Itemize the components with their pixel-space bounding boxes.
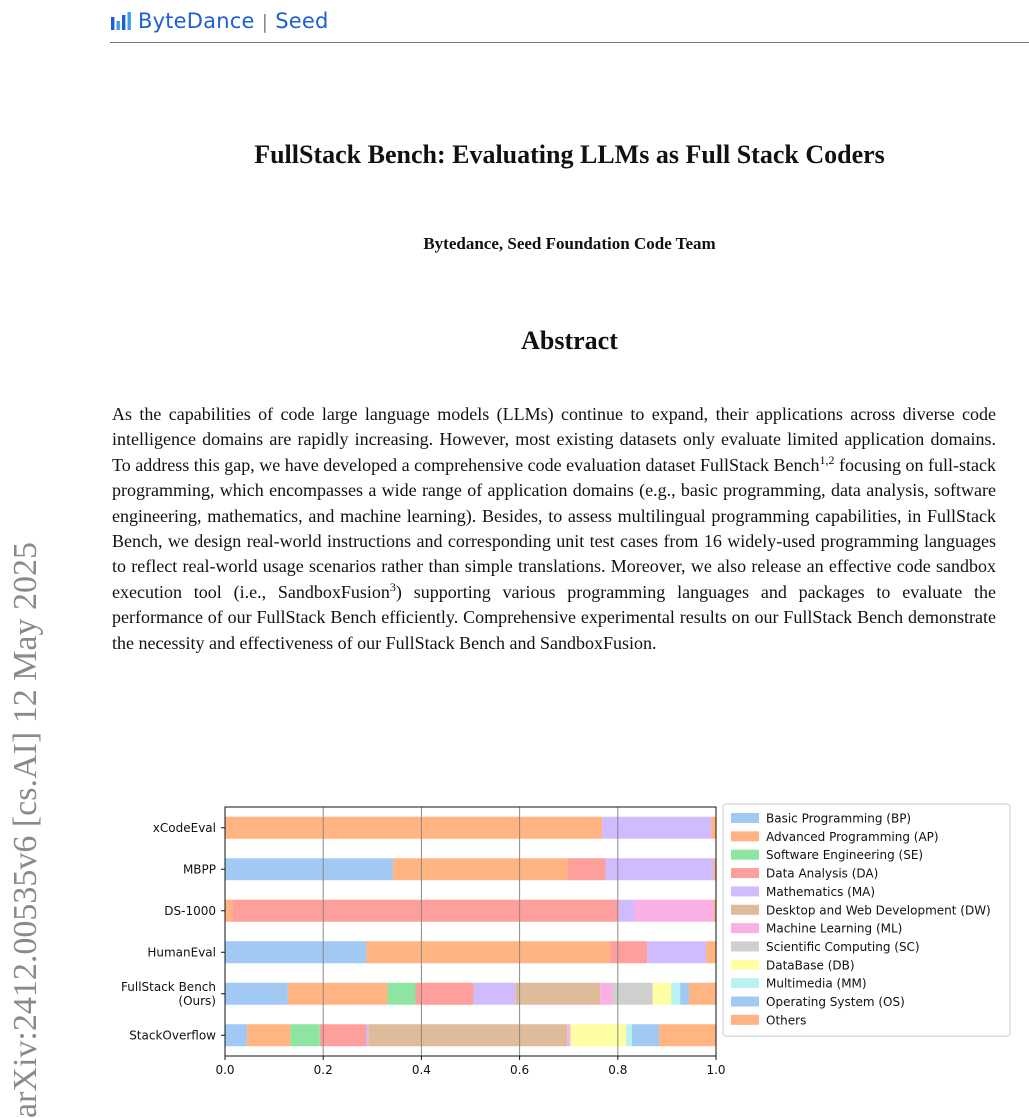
bar-segment xyxy=(416,983,474,1005)
bar-segment xyxy=(680,983,689,1005)
bar-segment xyxy=(706,941,716,963)
x-tick-label: 0.8 xyxy=(608,1063,628,1077)
bar-segment xyxy=(473,983,515,1005)
paper-authors: Bytedance, Seed Foundation Code Team xyxy=(423,234,716,253)
domain-distribution-figure xyxy=(100,800,1029,1102)
bar-segment xyxy=(366,941,610,963)
bar-segment xyxy=(606,858,714,880)
abstract-heading: Abstract xyxy=(521,326,618,355)
brand-primary: ByteDance xyxy=(138,9,255,33)
legend-swatch xyxy=(731,923,759,933)
bar-segment xyxy=(567,858,605,880)
bar-segment xyxy=(610,941,647,963)
legend-label: Advanced Programming (AP) xyxy=(766,829,939,844)
bar-segment xyxy=(225,817,602,839)
legend-label: Desktop and Web Development (DW) xyxy=(766,903,991,918)
x-tick-label: 0.4 xyxy=(411,1063,431,1077)
abstract-body xyxy=(112,402,996,656)
bytedance-logo-icon xyxy=(110,11,132,31)
y-tick-label: DS-1000 xyxy=(164,903,216,918)
y-tick-label: xCodeEval xyxy=(152,820,216,835)
legend-swatch xyxy=(731,905,759,915)
paper-title: FullStack Bench: Evaluating LLMs as Full Stack Coders xyxy=(254,140,885,169)
bar-segment xyxy=(659,1024,716,1046)
bar-segment xyxy=(570,1024,571,1046)
bar-segment xyxy=(320,1024,367,1046)
legend-swatch xyxy=(731,813,759,823)
bar-segment xyxy=(247,1024,290,1046)
legend-label: Scientific Computing (SC) xyxy=(766,939,920,954)
legend-label: Data Analysis (DA) xyxy=(766,866,879,881)
x-tick-label: 0.2 xyxy=(313,1063,333,1077)
bar-segment xyxy=(626,1024,632,1046)
bar-segment xyxy=(225,1024,247,1046)
y-tick-label: FullStack Bench xyxy=(121,979,216,994)
brand-separator: | xyxy=(261,11,269,33)
legend-swatch xyxy=(731,1015,759,1025)
footnote-ref-1[interactable]: 1,2 xyxy=(819,452,835,467)
bar-segment xyxy=(225,941,366,963)
legend-swatch xyxy=(731,831,759,841)
brand-header xyxy=(110,7,329,35)
bar-segment xyxy=(225,858,393,880)
y-tick-label: HumanEval xyxy=(147,945,216,960)
legend-label: Operating System (OS) xyxy=(766,995,905,1009)
abstract-text-3: ) supporting various programming languages and packages to evaluate the performance of our FullStack Bench efficiently. Comprehensive experimental results on our FullStack Bench demonstrate the necessity and effectiveness of our FullStack Bench and SandboxFusion. xyxy=(112,581,996,653)
bar-segment xyxy=(232,900,618,922)
x-tick-label: 1.0 xyxy=(706,1063,726,1077)
bar-segment xyxy=(600,983,612,1005)
bar-segment xyxy=(602,817,711,839)
legend-label: Software Engineering (SE) xyxy=(766,848,924,863)
bar-segment xyxy=(368,1024,567,1046)
legend-label: Others xyxy=(766,1013,807,1028)
abstract-text-1: As the capabilities of code large language models (LLMs) continue to expand, their applications across diverse code intelligence domains are rapidly increasing. However, most existing datasets only evaluate limited application domains. To address this gap, we have developed a comprehensive code evaluation dataset FullStack Bench xyxy=(112,404,996,475)
bar-segment xyxy=(225,900,232,922)
bar-segment xyxy=(288,983,388,1005)
legend-swatch xyxy=(731,978,759,988)
x-tick-label: 0.0 xyxy=(215,1063,235,1077)
arxiv-stamp: arXiv:2412.00535v6 [cs.AI] 12 May 2025 xyxy=(7,541,44,1118)
bar-segment xyxy=(388,983,416,1005)
x-tick-label: 0.6 xyxy=(510,1063,530,1077)
bar-segment xyxy=(689,983,716,1005)
abstract-text-2: focusing on full-stack programming, which encompasses a wide range of application domains (e.g., basic programming, data analysis, software engineering, mathematics, and machine learning). Besides, to assess multilingual programming capabilities, in FullStack Bench, we design real-world instructions and corresponding unit test cases from 16 widely-used programming languages to reflect real-world usage scenarios rather than simple translations. Moreover, we also release an effective code sandbox execution tool (i.e., SandboxFusion xyxy=(112,454,996,602)
bar-segment xyxy=(393,858,567,880)
bar-segment xyxy=(290,1024,319,1046)
legend-swatch xyxy=(731,850,759,860)
y-tick-label: StackOverflow xyxy=(129,1028,216,1043)
bar-segment xyxy=(612,983,652,1005)
legend-label: Multimedia (MM) xyxy=(766,976,867,991)
plot-frame xyxy=(225,807,716,1056)
bar-segment xyxy=(632,1024,659,1046)
bar-segment xyxy=(634,900,713,922)
legend-swatch xyxy=(731,997,759,1007)
bar-segment xyxy=(671,983,680,1005)
legend-swatch xyxy=(731,868,759,878)
bar-segment xyxy=(567,1024,569,1046)
bar-segment xyxy=(366,1024,368,1046)
header-rule xyxy=(110,42,1029,43)
legend-label: Mathematics (MA) xyxy=(766,884,876,899)
y-tick-label: MBPP xyxy=(182,862,216,877)
brand-name xyxy=(138,9,329,33)
legend-swatch xyxy=(731,886,759,896)
y-tick-label-line2: (Ours) xyxy=(178,993,216,1008)
bar-segment xyxy=(225,983,288,1005)
footnote-ref-2[interactable]: 3 xyxy=(389,579,396,594)
bar-segment xyxy=(647,941,706,963)
legend-swatch xyxy=(731,941,759,951)
bar-segment xyxy=(653,983,672,1005)
bar-segment xyxy=(619,900,635,922)
legend-label: DataBase (DB) xyxy=(766,958,855,973)
brand-secondary: Seed xyxy=(275,9,329,33)
legend-label: Basic Programming (BP) xyxy=(766,811,912,826)
bar-segment xyxy=(515,983,600,1005)
legend-swatch xyxy=(731,960,759,970)
bar-segment xyxy=(711,817,716,839)
stacked-bar-chart xyxy=(100,800,1029,1102)
legend-label: Machine Learning (ML) xyxy=(766,921,903,936)
